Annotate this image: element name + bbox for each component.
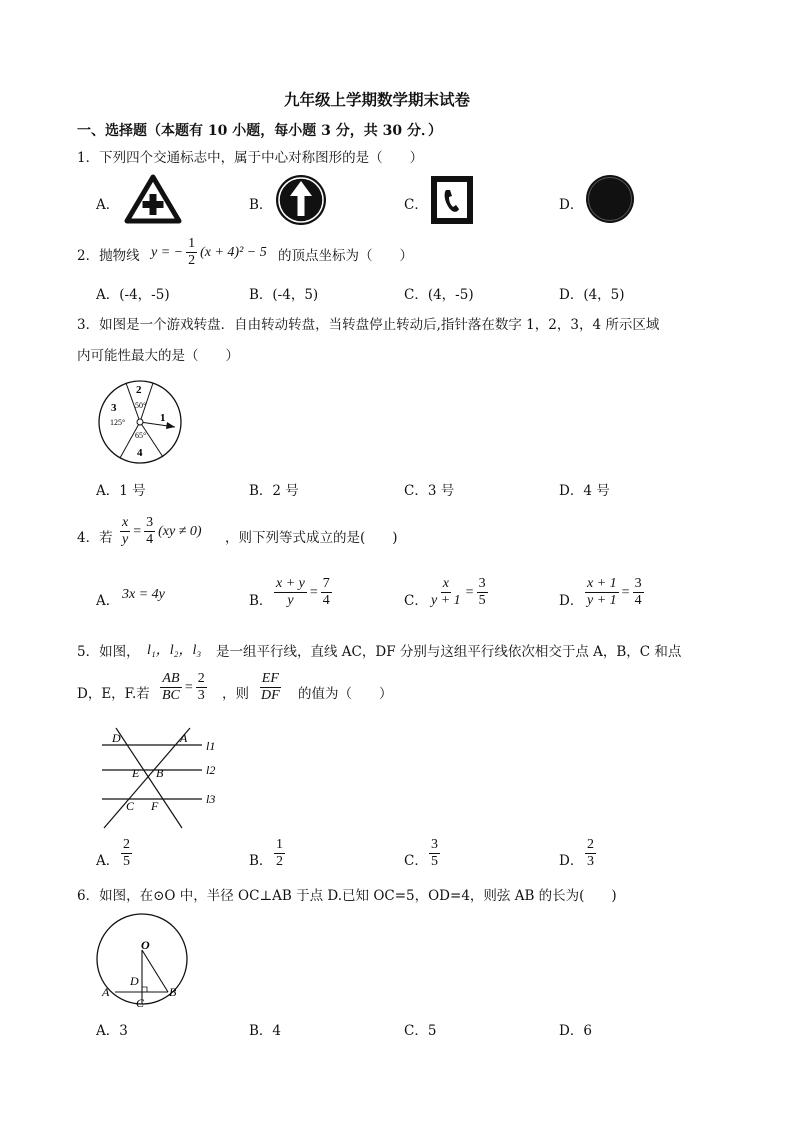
- q4-option-c-expr: $\frac{x}{y + 1}$ = $\frac{3}{5}$: [431, 576, 486, 608]
- q5-ratio: $\frac{AB}{BC}$ = $\frac{2}{3}$: [162, 671, 205, 703]
- q5-a-den: 5: [123, 854, 130, 869]
- q5-parallel-lines: l₁，l₂，l₃: [147, 643, 202, 658]
- q3-option-a: A．1 号: [96, 483, 146, 499]
- q6-option-d: D．6: [559, 1023, 592, 1039]
- q5-ratio-rnum: 2: [197, 671, 205, 686]
- q4-d-num: x + 1: [587, 576, 617, 591]
- warning-triangle-plus-sign-icon: [124, 174, 182, 224]
- line-l1-label: l1: [206, 739, 216, 753]
- q4-cond-den1: y: [122, 532, 129, 547]
- point-a-label: A: [180, 731, 188, 745]
- q5-ratio-rden: 3: [197, 688, 205, 703]
- point-e-label: E: [132, 766, 140, 780]
- line-l3-label: l3: [206, 792, 216, 806]
- angle-50: 50°: [135, 401, 147, 410]
- question-5-line-2a: D，E，F.若: [77, 686, 150, 702]
- arrow-up-sign-icon: [275, 174, 327, 226]
- q5-d-num: 2: [587, 837, 594, 852]
- q5-ask-den: DF: [261, 688, 280, 703]
- question-5-line-2c: 的值为（ ）: [298, 686, 393, 702]
- q4-b-num: x + y: [276, 576, 305, 591]
- q2-frac-den: 2: [188, 253, 196, 268]
- q2-option-b: B．(-4，5): [249, 287, 319, 303]
- question-2-prefix: 2．抛物线: [77, 248, 140, 264]
- point-b-label: B: [156, 766, 164, 780]
- q4-b-den: y: [287, 593, 294, 608]
- question-1-stem: 1．下列四个交通标志中，属于中心对称图形的是（ ）: [77, 150, 424, 166]
- point-c-label: C: [126, 799, 135, 813]
- question-3-line-1: 3．如图是一个游戏转盘．自由转动转盘，当转盘停止转动后,指针落在数字 1，2，3，4 所示区域: [77, 317, 660, 333]
- parallel-lines-figure: [98, 724, 228, 830]
- q5-ratio-den: BC: [162, 688, 180, 703]
- q5-b-num: 1: [276, 837, 283, 852]
- question-2-suffix: 的顶点坐标为（ ）: [278, 248, 413, 264]
- q5-option-c: [429, 837, 440, 870]
- q2-option-d: D．(4，5): [559, 287, 625, 303]
- q4-cond-rest: (xy ≠ 0): [158, 523, 202, 539]
- q4-c-rden: 5: [478, 593, 486, 608]
- q3-option-d: D．4 号: [559, 483, 610, 499]
- angle-125: 125°: [110, 418, 126, 427]
- q3-option-c: C．3 号: [404, 483, 455, 499]
- q5-option-a: [121, 837, 132, 870]
- q5-option-b-label: B．: [249, 853, 273, 869]
- q5-ratio-num: AB: [162, 671, 180, 686]
- q4-d-rnum: 3: [634, 576, 642, 591]
- q4-cond-den2: 4: [146, 532, 154, 547]
- q6-option-b: B．4: [249, 1023, 282, 1039]
- q5-option-d: [585, 837, 596, 870]
- q1-option-c-label: C．: [404, 197, 428, 213]
- q2-frac-num: 1: [188, 236, 196, 251]
- question-5-line-1a: 5．如图，: [77, 644, 140, 660]
- q4-b-rnum: 7: [322, 576, 330, 591]
- spinner-region-2: 2: [136, 384, 142, 396]
- q4-condition: $\frac{x}{y}$ = $\frac{3}{4}$ (xy ≠ 0): [122, 515, 202, 547]
- q5-option-a-label: A．: [96, 853, 120, 869]
- spinner-region-4: 4: [137, 447, 143, 459]
- spinner-wheel-figure: [97, 379, 183, 465]
- q4-c-den: y + 1: [431, 593, 461, 608]
- line-l2-label: l2: [206, 763, 216, 777]
- point-f-label: F: [151, 799, 159, 813]
- page-title: 九年级上学期数学期末试卷: [284, 90, 471, 109]
- point-b6-label: B: [169, 985, 177, 999]
- q5-c-den: 5: [431, 854, 438, 869]
- q1-option-d-label: D．: [559, 197, 584, 213]
- question-4-prefix: 4．若: [77, 530, 113, 546]
- question-5-line-2b: ，则: [222, 686, 249, 702]
- q5-ask-fraction: [259, 671, 282, 704]
- q4-option-d-label: D．: [559, 593, 584, 609]
- q5-option-c-label: C．: [404, 853, 428, 869]
- question-6-stem: 6．如图，在⊙O 中，半径 OC⊥AB 于点 D.已知 OC=5，OD=4，则弦 AB 的长为( ): [77, 888, 617, 904]
- q5-b-den: 2: [276, 854, 283, 869]
- q4-option-b-expr: $\frac{x + y}{y}$ = $\frac{7}{4}$: [276, 576, 330, 608]
- point-o-label: O: [141, 938, 150, 952]
- telephone-sign-icon: [431, 176, 473, 224]
- spinner-region-1: 1: [160, 412, 166, 424]
- q5-a-num: 2: [123, 837, 130, 852]
- black-circle-sign-icon: [585, 174, 635, 224]
- q4-c-num: x: [442, 576, 449, 591]
- q4-option-a-expr: 3x = 4y: [122, 587, 165, 602]
- q4-d-den: y + 1: [587, 593, 617, 608]
- q2-formula-rest: (x + 4)² − 5: [200, 244, 267, 260]
- q5-option-b: [274, 837, 285, 870]
- point-d-label: D: [112, 731, 121, 745]
- q4-cond-num1: x: [122, 515, 129, 530]
- question-4-suffix: ，则下列等式成立的是( ): [225, 530, 398, 546]
- circle-chord-figure: [94, 912, 190, 1008]
- q5-c-num: 3: [431, 837, 438, 852]
- q4-d-rden: 4: [634, 593, 642, 608]
- q4-option-b-label: B．: [249, 593, 273, 609]
- q5-option-d-label: D．: [559, 853, 584, 869]
- section-heading: 一、选择题（本题有 10 小题，每小题 3 分，共 30 分．）: [77, 123, 442, 139]
- q4-option-c-label: C．: [404, 593, 428, 609]
- q4-option-d-expr: $\frac{x + 1}{y + 1}$ = $\frac{3}{4}$: [587, 576, 642, 608]
- point-a6-label: A: [102, 985, 110, 999]
- point-c6-label: C: [136, 996, 145, 1008]
- q6-option-c: C．5: [404, 1023, 437, 1039]
- q6-option-a: A．3: [96, 1023, 128, 1039]
- q5-ask-num: EF: [261, 671, 279, 686]
- q3-option-b: B．2 号: [249, 483, 299, 499]
- q2-formula-lhs: y = −: [151, 244, 184, 260]
- question-5-line-1b: 是一组平行线，直线 AC，DF 分别与这组平行线依次相交于点 A，B，C 和点: [216, 644, 682, 660]
- q1-option-a-label: A．: [96, 197, 120, 213]
- angle-65: 65°: [135, 431, 147, 440]
- q4-option-a-label: A．: [96, 593, 120, 609]
- question-3-line-2: 内可能性最大的是（ ）: [77, 348, 239, 364]
- q5-d-den: 3: [587, 854, 594, 869]
- spinner-region-3: 3: [111, 402, 117, 414]
- q2-option-a: A．(-4，-5): [96, 287, 170, 303]
- q2-formula: [151, 236, 267, 269]
- point-d6-label: D: [130, 974, 139, 988]
- q2-option-c: C．(4，-5): [404, 287, 474, 303]
- q1-option-b-label: B．: [249, 197, 273, 213]
- q4-b-rden: 4: [322, 593, 330, 608]
- q4-cond-num2: 3: [146, 515, 154, 530]
- q4-c-rnum: 3: [478, 576, 486, 591]
